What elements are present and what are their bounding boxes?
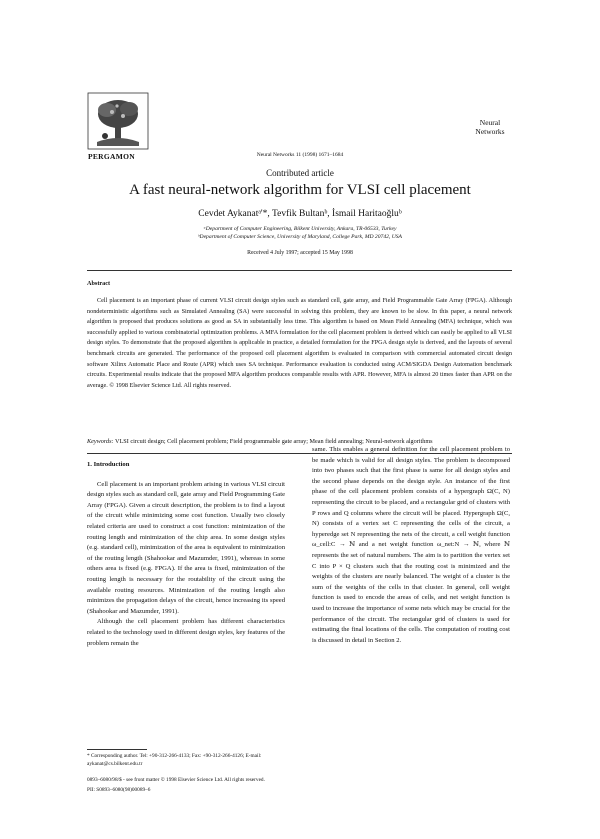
intro-paragraph-continued: same. This enables a general definition for the cell placement problem to be made which is valid for all design styles. The problem is decomposed into two phases such that the first phase is same for all design styles and the second phase depends on the design style. An instance of the first phase of the cell placement problem consists of a hypergraph Ω(C, N) representing the circuit to be placed, and a rectangular grid of clusters with P rows and Q columns where the circuit will be placed. Hypergraph Ω(C, N) consists of a vertex set C representing the cells of the circuit, a hyperedge set N representing the nets of the circuit, a cell weight function ω_cell:C → ℕ and a net weight function ω_net:N → ℕ, where ℕ represents the set of natural numbers. The aim is to partition the vertex set C into P × Q clusters such that the routing cost is minimized and the weights of the clusters are nearly balanced. The weight of a cluster is the sum of the weights of the cells in that cluster. In general, cell weight function is used to encode the areas of cells, and net weight function is used to increase the importance of some nets which may be crucial for the performance of the circuit. The rectangular grid of clusters is used for estimating the final locations of the cells. The computation of routing cost is discussed in detail in Section 2. xyxy=(312,446,510,644)
corresponding-author-footnote: * Corresponding author. Tel: +90-312-266-4133; Fax: +90-312-266-4126; E-mail: aykanat@cs.bilkent.edu.tr xyxy=(87,753,262,767)
keywords-text: VLSI circuit design; Cell placement problem; Field programmable gate array; Mean field annealing; Neural-network algorithms xyxy=(113,438,433,445)
paper-title: A fast neural-network algorithm for VLSI cell placement xyxy=(129,182,471,198)
publisher-logo xyxy=(87,92,149,150)
divider-top xyxy=(87,270,512,271)
abstract-heading: Abstract xyxy=(87,280,111,287)
author-list: Cevdet Aykanatᵃ'*, Tevfik Bultanᵇ, İsmail Haritaoğluᵇ xyxy=(198,209,402,219)
intro-paragraph-1: Cell placement is an important problem arising in various VLSI circuit design styles such as standard cell, gate array and Field Programming Gate Array (FPGA). Given a circuit description, the problem is to find a layout of the circuit while minimizing some cost function. Usually two closely related criteria are used to construct a cost function: minimization of the routing length and minimization of the chip area. In some design styles (e.g. standard cell), minimization of the area is equivalent to minimization of the routing length (Shahookar and Mazumder, 1991), whereas in some others area is fixed (e.g. FPGA). If the area is fixed, minimization of the routing length is necessary for the routability of the circuit using the available routing resources. Minimization of the routing length also minimizes the propagation delays of the circuit, hence increasing its speed (Shahookar and Mazumder, 1991). xyxy=(87,480,285,615)
keywords-label: Keywords: xyxy=(87,438,114,445)
received-accepted-dates: Received 4 July 1997; accepted 15 May 1998 xyxy=(247,250,353,256)
abstract-text: Cell placement is an important phase of current VLSI circuit design styles such as standard cell, gate array, and Field Programmable Gate Array (FPGA). Although nondeterministic algorithms such as Simulated Annealing (SA) were successful in solving this problem, they are known to be slow. In this paper, a neural network algorithm is proposed that produces solutions as good as SA in substantially less time. This algorithm is based on Mean Field Annealing (MFA) technique, which was successfully applied to various combinatorial optimization problems. A MFA formulation for the cell placement problem is derived which can easily be applied to all VLSI design styles. To demonstrate that the proposed algorithm is applicable in practice, a detailed formulation for the FPGA design style is derived, and the layouts of several benchmark circuits are generated. The performance of the proposed cell placement algorithm is evaluated in comparison with commercial automated circuit design software Xilinx Automatic Place and Route (APR) which uses SA technique. Performance evaluation is conducted using ACM/SIGDA Design Automation benchmark circuits. Experimental results indicate that the proposed MFA algorithm produces comparable results with APR. However, MFA is almost 20 times faster than APR on the average. © 1998 Elsevier Science Ltd. All rights reserved. xyxy=(87,297,512,389)
journal-name-line2: Networks xyxy=(475,127,505,136)
affiliation-b: ᵇDepartment of Computer Science, University of Maryland, College Park, MD 20742, USA xyxy=(198,234,402,240)
pii-line: PII: S0893–6080(98)00089–6 xyxy=(87,786,151,793)
journal-name-line1: Neural xyxy=(479,118,501,127)
section-heading-introduction: 1. Introduction xyxy=(87,461,130,468)
journal-citation: Neural Networks 11 (1998) 1671–1684 xyxy=(256,152,344,158)
journal-name xyxy=(450,118,530,136)
article-type: Contributed article xyxy=(266,168,334,178)
affiliation-a: ᵃDepartment of Computer Engineering, Bilkent University, Ankara, TR-06533, Turkey xyxy=(203,226,397,232)
intro-paragraph-2: Although the cell placement problem has different characteristics related to the technology used in different design styles, key features of the problem remain the xyxy=(87,618,285,647)
publisher-name: PERGAMON xyxy=(88,152,135,161)
footnote-divider xyxy=(87,749,147,750)
copyright-line: 0893–6080/98/$ - see front matter © 1998 Elsevier Science Ltd. All rights reserved. xyxy=(87,777,265,783)
copyright-block xyxy=(87,776,512,795)
column-right xyxy=(312,445,510,646)
column-left xyxy=(87,460,285,649)
